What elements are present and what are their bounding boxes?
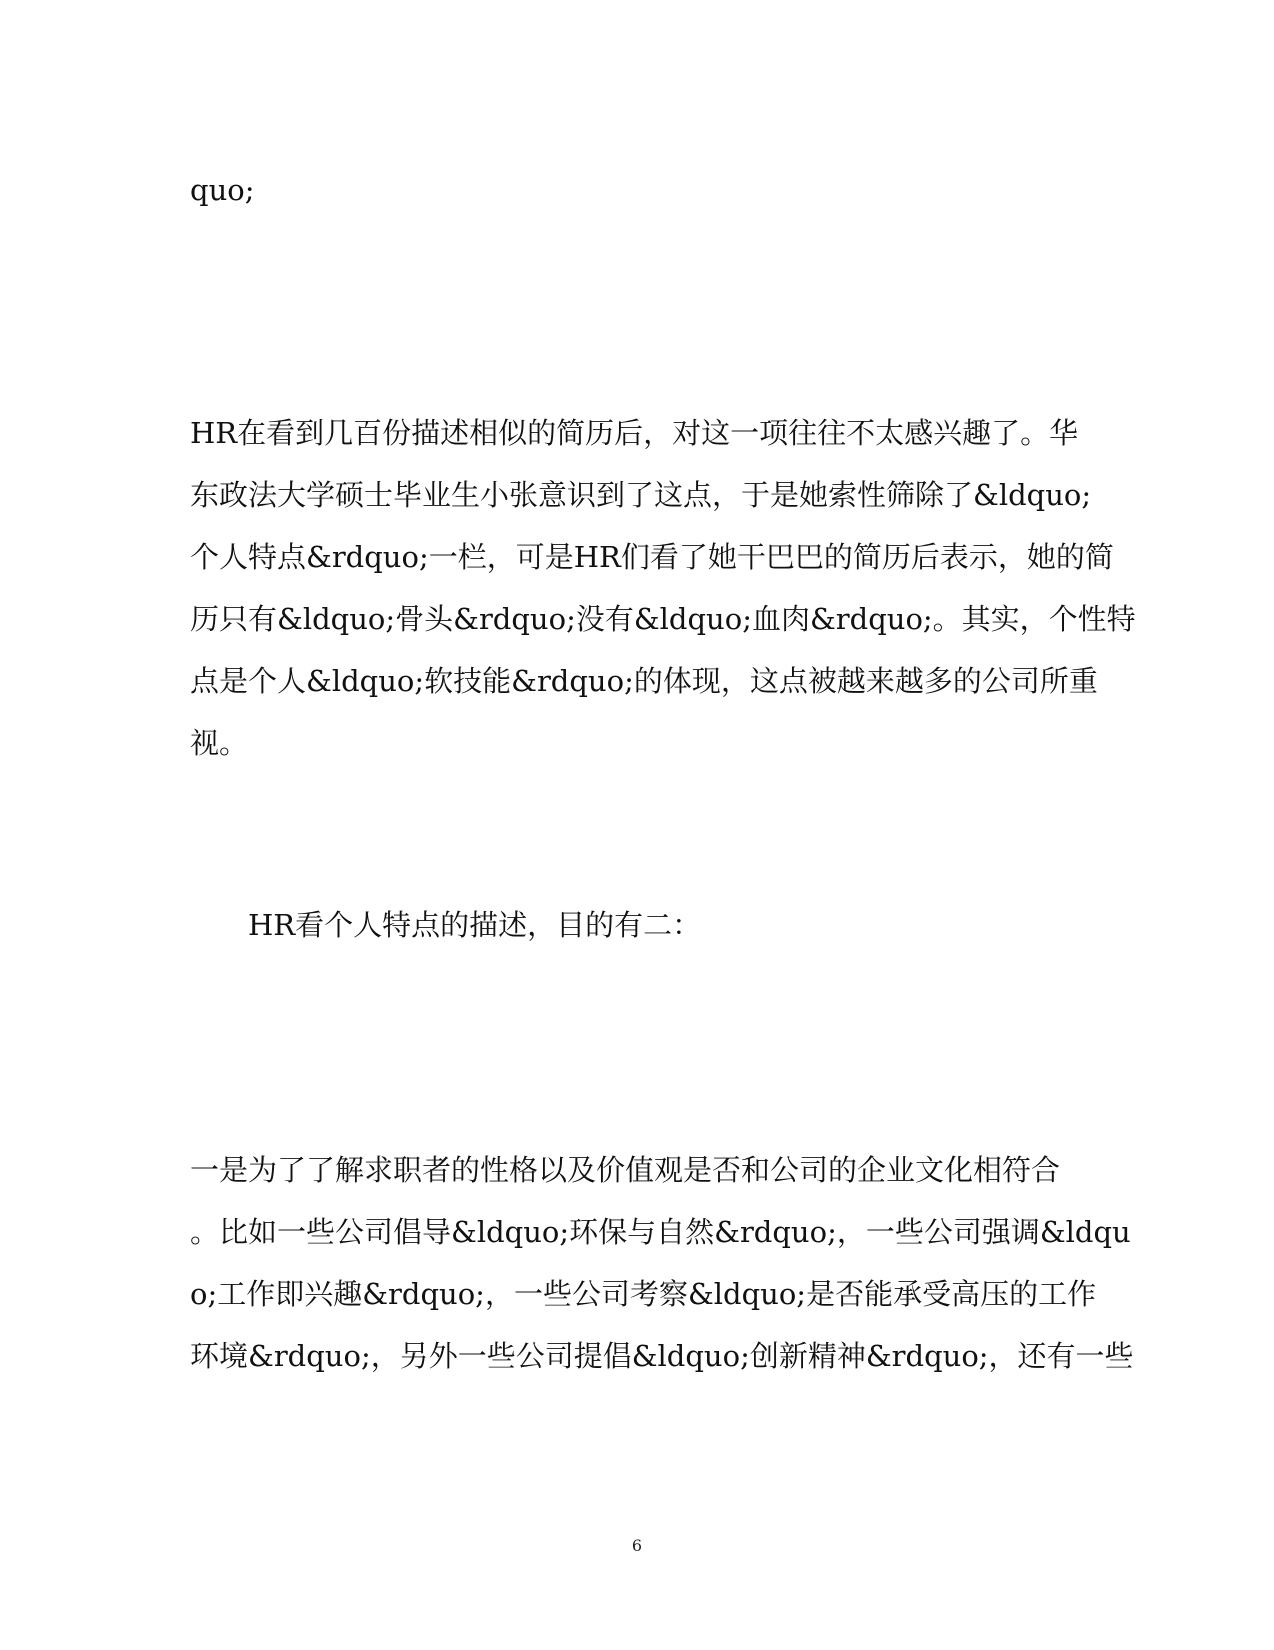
paragraph-1-line-2: 东政法大学硕士毕业生小张意识到了这点，于是她索性筛除了&ldquo; [190, 478, 1092, 512]
paragraph-1-line-5: 点是个人&ldquo;软技能&rdquo;的体现，这点被越来越多的公司所重 [190, 664, 1098, 698]
section-heading: HR看个人特点的描述，目的有二： [248, 908, 702, 942]
paragraph-2-line-1: 一是为了了解求职者的性格以及价值观是否和公司的企业文化相符合 [190, 1153, 1061, 1187]
paragraph-1-line-4: 历只有&ldquo;骨头&rdquo;没有&ldquo;血肉&rdquo;。其实，个性特 [190, 602, 1136, 636]
text-fragment: quo; [190, 173, 255, 207]
paragraph-1-line-1: HR在看到几百份描述相似的简历后，对这一项往往不太感兴趣了。华 [190, 416, 1079, 450]
paragraph-2-line-2: 。比如一些公司倡导&ldquo;环保与自然&rdquo;，一些公司强调&ldqu [190, 1215, 1131, 1249]
paragraph-1-line-6: 视。 [190, 726, 249, 760]
page-number: 6 [631, 1536, 643, 1555]
paragraph-2-line-4: 环境&rdquo;，另外一些公司提倡&ldquo;创新精神&rdquo;，还有一些 [190, 1339, 1134, 1373]
paragraph-1-line-3: 个人特点&rdquo;一栏，可是HR们看了她干巴巴的简历后表示，她的简 [190, 540, 1114, 574]
paragraph-2-line-3: o;工作即兴趣&rdquo;，一些公司考察&ldquo;是否能承受高压的工作 [190, 1277, 1097, 1311]
